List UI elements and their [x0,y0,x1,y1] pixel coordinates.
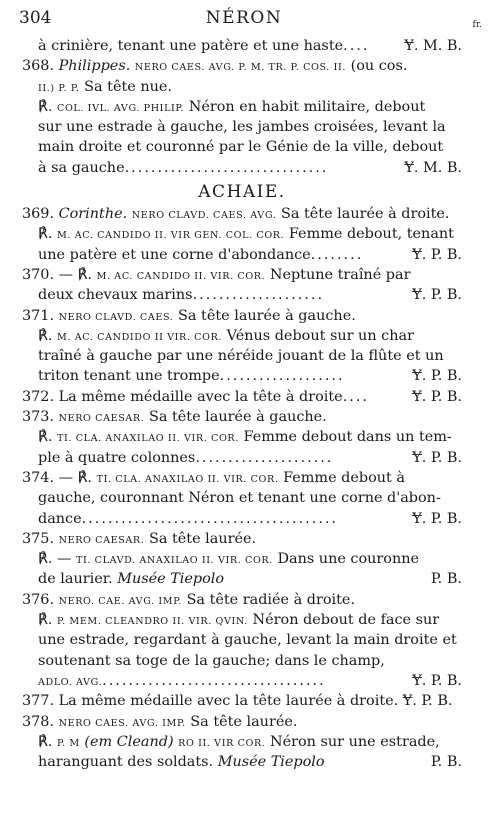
text-run: Vénus debout sur un char [222,327,414,344]
italic-text: (em Cleand) [84,733,174,750]
leader-dots: ................... [219,368,345,385]
entry-line-with-rarity [22,387,462,407]
catalogue-text [22,36,462,772]
italic-text: Musée Tiepolo [117,571,225,588]
text-run: 371. [22,307,59,324]
running-title: NÉRON [205,8,283,28]
entry-line [22,265,462,285]
entry-line-with-rarity [22,569,462,589]
entry-line [22,346,462,366]
text-run: 370. — ℟. [22,266,97,283]
entry-line [22,529,462,549]
legend-text: NERO CAES. AVG. P. M. TR. P. COS. II. [134,62,347,74]
text-run: ℟. [38,327,57,344]
rarity-mark: Ɏ. P. B. [412,388,462,405]
entry-line [22,407,462,427]
legend-text: M. AC. CANDIDO II. VIR GEN. COL. COR. [57,230,285,242]
text-run: de laurier. [38,571,118,588]
leader-dots: ............................... [124,159,329,176]
text-run: main droite et couronné par le Génie de la ville, debout [38,139,444,156]
leader-dots: ........ [310,246,364,263]
legend-text: NERO CAESAR. [58,534,145,546]
leader-dots [224,569,427,589]
entry-line-with-rarity [22,752,462,772]
text-run: soutenant sa toge de la gauche; dans le champ, [38,652,385,669]
text-run: 373. [22,409,59,426]
entry-line [22,712,462,732]
text-run: Néron en habit militaire, debout [184,98,426,115]
text-run: 375. [22,530,59,547]
text-run: Neptune traîné par [265,266,411,283]
entry-line [22,77,462,97]
entry-line [22,610,462,630]
entry-line-with-rarity [22,366,462,386]
legend-text: RO II. VIR COR. [178,737,266,749]
leader-dots: .................................. [102,672,326,689]
entry-line-with-rarity [22,245,462,265]
italic-text: Musée Tiepolo [217,754,325,771]
legend-text: NERO. CAE. AVG. IMP. [58,595,182,607]
italic-text: Corinthe. [58,206,128,223]
rarity-mark: P. B. [430,754,462,771]
italic-text: Philippes. [58,58,131,75]
text-run: (ou cos. [346,58,408,75]
rarity-mark: Ɏ. P. B. [412,287,462,304]
text-run: Sa tête laurée à gauche. [144,409,327,426]
text-run: une patère et une corne d'abondance [38,246,311,263]
entry-line [22,326,462,346]
entry-line-with-rarity [22,671,462,691]
legend-text: M. AC. CANDIDO II. VIR. COR. [96,270,266,282]
legend-text: M. AC. CANDIDO II VIR. COR. [57,331,223,343]
entry-line [22,549,462,569]
rarity-mark: P. B. [430,571,462,588]
text-run: une estrade, regardant à gauche, levant la main droite et [38,632,457,649]
entry-line [22,732,462,752]
text-run: 377. La même médaille avec la tête laurée à droite. Ɏ. P. B. [22,693,453,710]
entry-line [22,97,462,117]
text-run: ℟. [38,612,57,629]
text-run: 378. [22,713,59,730]
leader-dots: .... [342,388,369,405]
text-run: 369. [22,206,59,223]
margin-note: fr. [472,20,482,30]
text-run: à sa gauche [38,159,125,176]
text-run: Femme debout, tenant [284,226,454,243]
legend-text: TI. CLA. ANAXILAO II. VIR. COR. [57,433,239,445]
leader-dots [325,752,427,772]
entry-line-with-rarity [22,158,462,178]
text-run: ple à quatre colonnes [38,449,196,466]
legend-text: TI. CLAVD. ANAXILAO II. VIR. COR. [75,555,273,567]
legend-text: NERO CLAVD. CAES. AVG. [131,210,277,222]
text-run: haranguant des soldats. [38,754,218,771]
section-heading: ACHAIE. [198,182,286,203]
leader-dots: .... [343,38,370,54]
leader-dots: ....................................... [81,510,339,527]
rarity-mark: Ɏ. P. B. [412,368,462,385]
rarity-mark: Ɏ. P. B. [412,246,462,263]
text-run: ℟. [38,429,57,446]
legend-text: TI. CLA. ANAXILAO II. VIR. COR. [96,473,279,485]
entry-line [22,691,462,711]
text-run: gauche, couronnant Néron et tenant une corne d'abon- [38,490,441,507]
text-run: 376. [22,591,59,608]
page-number: 304 [19,8,52,28]
text-run: Néron sur une estrade, [265,733,440,750]
text-run: triton tenant une trompe [38,368,220,385]
text-run: Sa tête laurée. [185,713,298,730]
entry-line [22,137,462,157]
text-run: 374. — ℟. [22,469,97,486]
text-run: ℟. [38,98,57,115]
entry-line [22,224,462,244]
page-header [0,6,488,28]
text-run: Sa tête nue. [79,78,172,95]
text-run: deux chevaux marins [38,287,193,304]
entry-line [22,590,462,610]
text-run: 368. [22,58,59,75]
entry-line [22,56,462,76]
legend-text: NERO CAES. AVG. IMP. [58,717,186,729]
text-run: Dans une couronne [272,551,420,568]
legend-text: P. M [57,737,80,749]
rarity-mark: Ɏ. P. B. [412,672,462,689]
legend-text: NERO CAESAR. [58,413,145,425]
legend-text: COL. IVL. AVG. PHILIP. [57,102,185,114]
legend-text: P. MEM. CLEANDRO II. VIR. QVIN. [57,616,248,628]
text-run: 372. La même médaille avec la tête à droite [22,388,343,405]
text-run: Sa tête laurée à droite. [276,206,450,223]
text-run: sur une estrade à gauche, les jambes croisées, levant la [38,119,446,136]
entry-line-with-rarity [22,36,462,56]
text-run: traîné à gauche par une néréide jouant de la flûte et un [38,348,444,365]
entry-line [22,651,462,671]
entry-line-with-rarity [22,285,462,305]
text-run: ℟. [38,226,57,243]
legend-text: II.) P. P. [38,82,80,94]
rarity-mark: Ɏ. P. B. [412,449,462,466]
text-run: ℟. — [38,551,76,568]
text-run: Sa tête radiée à droite. [182,591,356,608]
entry-line [22,306,462,326]
entry-line [22,204,462,224]
rarity-mark: Ɏ. M. B. [404,159,462,176]
rarity-mark: Ɏ. P. B. [412,510,462,527]
leader-dots: ..................... [195,449,334,466]
entry-line-with-rarity [22,448,462,468]
entry-line-with-rarity [22,509,462,529]
entry-line [22,468,462,488]
text-run: Sa tête laurée. [144,530,257,547]
leader-dots: .................... [192,287,325,304]
rarity-mark: Ɏ. M. B. [404,38,462,54]
legend-text: ADLO. AVG. [38,676,103,688]
text-run: Néron debout de face sur [247,612,440,629]
text-run: à crinière, tenant une patère et une haste [38,38,344,54]
text-run: dance [38,510,82,527]
entry-line [22,427,462,447]
entry-line [22,117,462,137]
entry-line [22,488,462,508]
entry-line [22,630,462,650]
text-run: Femme debout dans un tem- [238,429,452,446]
text-run: Sa tête laurée à gauche. [173,307,356,324]
text-run: Femme debout à [278,469,405,486]
legend-text: NERO CLAVD. CAES. [58,311,174,323]
text-run: ℟. [38,733,57,750]
